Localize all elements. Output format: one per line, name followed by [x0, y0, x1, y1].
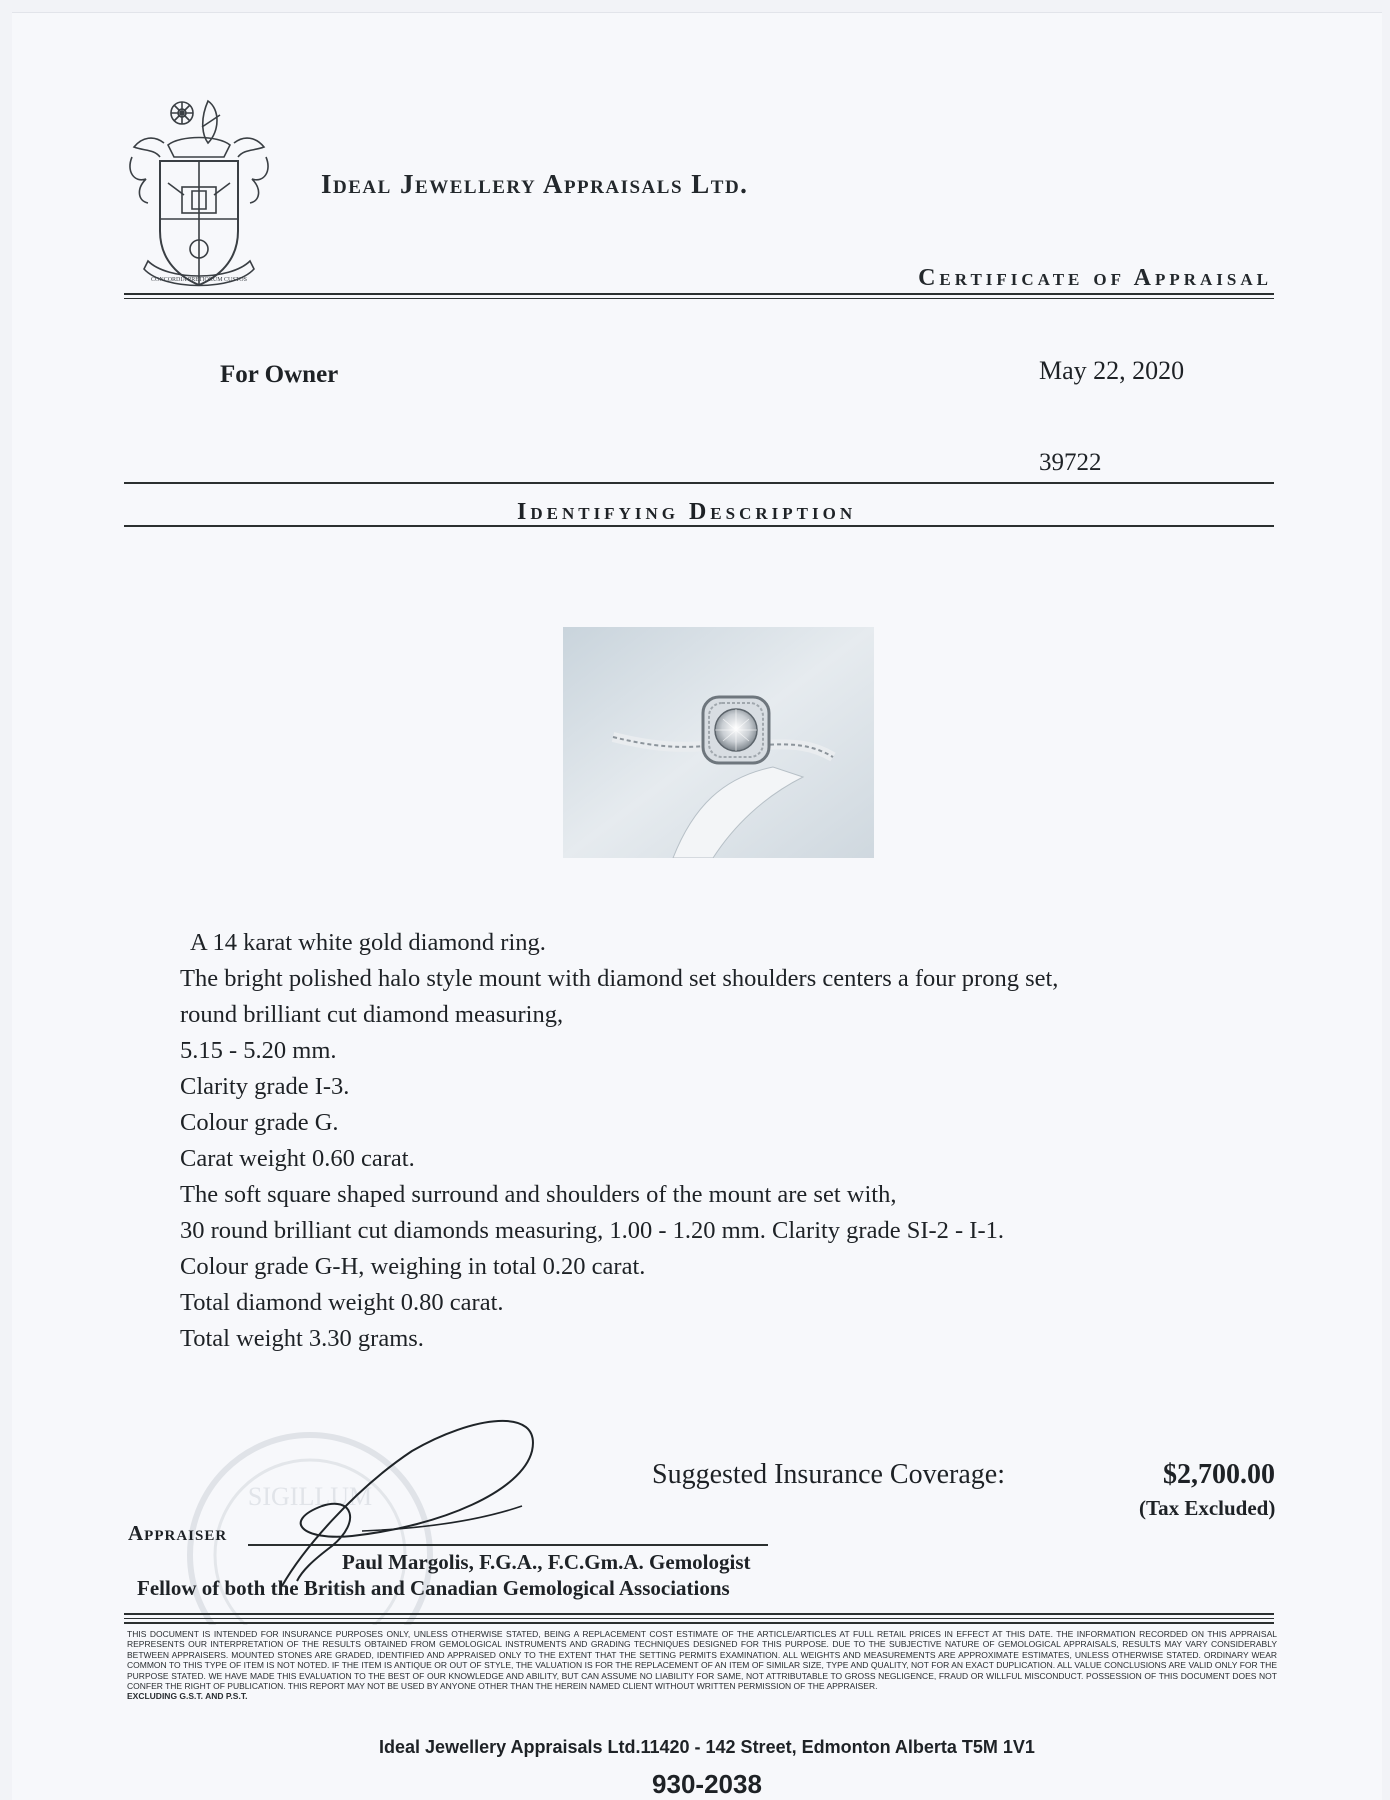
svg-text:CONCORDIA PRETIORUM CUSTOS: CONCORDIA PRETIORUM CUSTOS	[151, 277, 247, 283]
description-line: Colour grade G-H, weighing in total 0.20 carat.	[180, 1253, 646, 1280]
certificate-title: Certificate of Appraisal	[918, 265, 1272, 291]
divider	[124, 1622, 1274, 1624]
company-address: Ideal Jewellery Appraisals Ltd.11420 - 142 Street, Edmonton Alberta T5M 1V1	[379, 1737, 1035, 1757]
coat-of-arms-logo	[124, 91, 274, 299]
reference-number: 39722	[1039, 449, 1102, 476]
item-description	[180, 925, 1230, 1357]
legal-disclaimer	[127, 1629, 1277, 1702]
coverage-label: Suggested Insurance Coverage:	[652, 1459, 1005, 1490]
description-line: Total diamond weight 0.80 carat.	[180, 1289, 504, 1316]
description-line: Colour grade G.	[180, 1109, 339, 1136]
appraiser-name: Paul Margolis, F.G.A., F.C.Gm.A. Gemologist	[342, 1550, 751, 1574]
ring-photo	[563, 627, 874, 858]
description-line: 5.15 - 5.20 mm.	[180, 1037, 337, 1064]
divider	[124, 525, 1274, 527]
description-line: round brilliant cut diamond measuring,	[180, 1001, 564, 1028]
company-name: Ideal Jewellery Appraisals Ltd.	[321, 169, 749, 199]
description-line: The bright polished halo style mount with diamond set shoulders centers a four prong set,	[180, 965, 1059, 992]
tax-exclusion-note: EXCLUDING G.S.T. AND P.S.T.	[127, 1691, 248, 1702]
svg-text:SIGILLUM: SIGILLUM	[247, 1482, 373, 1511]
description-line: The soft square shaped surround and shoulders of the mount are set with,	[180, 1181, 897, 1208]
divider	[124, 1618, 1274, 1619]
coverage-amount: $2,700.00	[1163, 1459, 1275, 1490]
appraiser-credentials: Fellow of both the British and Canadian Gemological Associations	[137, 1576, 730, 1600]
tax-note: (Tax Excluded)	[1139, 1496, 1276, 1520]
appraiser-label: Appraiser	[128, 1521, 228, 1545]
divider	[124, 298, 1274, 299]
description-line: Clarity grade I-3.	[180, 1073, 350, 1100]
divider	[124, 482, 1274, 484]
appraisal-date: May 22, 2020	[1039, 356, 1185, 385]
certificate-page	[12, 12, 1382, 1800]
appraiser-signature	[242, 1411, 562, 1591]
divider	[124, 1613, 1274, 1615]
owner-label: For Owner	[220, 361, 339, 388]
description-line: Total weight 3.30 grams.	[180, 1325, 424, 1352]
section-title: Identifying Description	[517, 499, 857, 525]
description-line: 30 round brilliant cut diamonds measuring, 1.00 - 1.20 mm. Clarity grade SI-2 - I-1.	[180, 1217, 1005, 1244]
company-phone: 930-2038	[652, 1769, 762, 1799]
divider	[124, 293, 1274, 295]
description-line: A 14 karat white gold diamond ring.	[190, 929, 546, 956]
disclaimer-text: THIS DOCUMENT IS INTENDED FOR INSURANCE PURPOSES ONLY, UNLESS OTHERWISE STATED, BEING A REPLACEMENT COST ESTIMATE OF THE ARTICLE/ARTICLES AT FULL RETAIL PRICES IN EFFECT AT THIS DATE. THE INFORMATION RECORDED ON THIS APPRAISAL REPRESENTS OUR INTERPRETATION OF THE RESULTS OBTAINED FROM GEMOLOGICAL INSTRUMENTS AND GRADING TECHNIQUES DESIGNED FOR THIS PURPOSE. DUE TO THE SUBJECTIVE NATURE OF GEMOLOGICAL APPRAISALS, RESULTS MAY VARY CONSIDERABLY BETWEEN APPRAISERS. MOUNTED STONES ARE GRADED, IDENTIFIED AND APPRAISED ONLY TO THE EXTENT THAT THE SETTING PERMITS EXAMINATION. ALL WEIGHTS AND MEASUREMENTS ARE APPROXIMATE ESTIMATES, UNLESS OTHERWISE STATED. ORDINARY WEAR COMMON TO THIS TYPE OF ITEM IS NOT NOTED. IF THE ITEM IS ANTIQUE OR OUT OF STYLE, THE VALUATION IS FOR THE REPLACEMENT OF AN ITEM OF SIMILAR SIZE, TYPE AND QUALITY, NOT FOR AN EXACT DUPLICATION. ALL VALUE CONCLUSIONS ARE VALID ONLY FOR THE PURPOSE STATED. WE HAVE MADE THIS EVALUATION TO THE BEST OF OUR KNOWLEDGE AND ABILITY, BUT CAN ASSUME NO LIABILITY FOR SAME, NOT ATTRIBUTABLE TO GROSS NEGLIGENCE, FRAUD OR WILLFUL MISCONDUCT. POSSESSION OF THIS DOCUMENT DOES NOT CONFER THE RIGHT OF PUBLICATION. THIS REPORT MAY NOT BE USED BY ANYONE OTHER THAN THE HEREIN NAMED CLIENT WITHOUT WRITTEN PERMISSION OF THE APPRAISER.	[127, 1629, 1277, 1692]
description-line: Carat weight 0.60 carat.	[180, 1145, 415, 1172]
